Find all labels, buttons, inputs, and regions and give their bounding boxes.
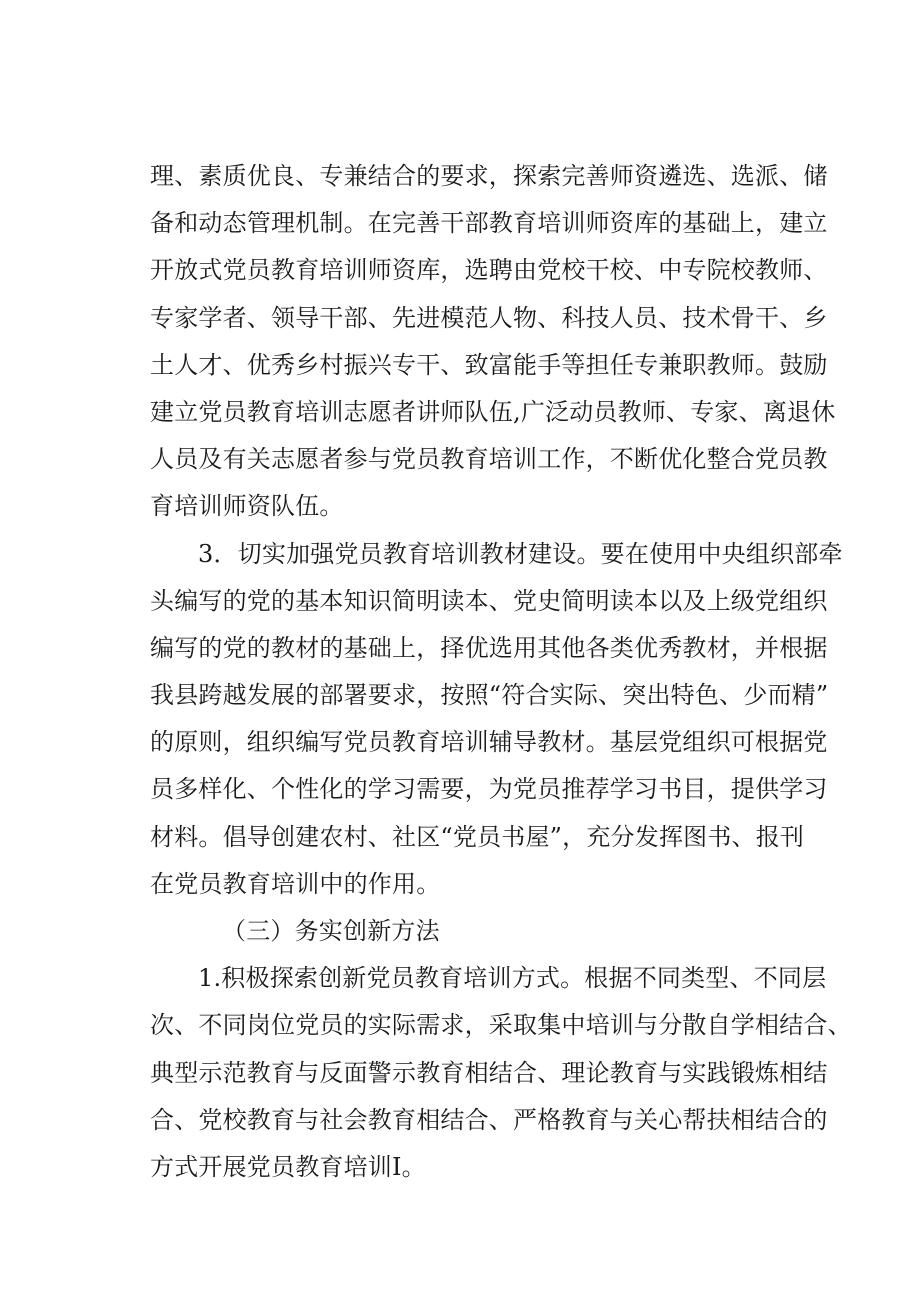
text-line: 材料。倡导创建农村、社区“党员书屋”，充分发挥图书、报刊	[150, 822, 805, 851]
text-line: 理、素质优良、专兼结合的要求，探索完善师资遴选、选派、储	[150, 162, 828, 190]
text-line: 1.积极探索创新党员教育培训方式。根据不同类型、不同层	[198, 964, 827, 993]
section-heading: （三）务实创新方法	[222, 917, 440, 945]
text-line: 我县跨越发展的部署要求，按照“符合实际、突出特色、少而精”	[150, 681, 829, 710]
text-line: 员多样化、个性化的学习需要，为党员推荐学习书目，提供学习	[150, 775, 828, 804]
text-line: 编写的党的教材的基础上，择优选用其他各类优秀教材，并根据	[150, 633, 828, 662]
text-line: 育培训师资队伍。	[150, 492, 344, 521]
text-line: 次、不同岗位党员的实际需求，采取集中培训与分散自学相结合、	[150, 1011, 852, 1040]
text-line: 人员及有关志愿者参与党员教育培训工作，不断优化整合党员教	[150, 445, 828, 474]
text-line: 典型示范教育与反面警示教育相结合、理论教育与实践锻炼相结	[150, 1058, 828, 1087]
text-line: 专家学者、领导干部、先进模范人物、科技人员、技术骨干、乡	[150, 303, 828, 332]
text-line: 的原则，组织编写党员教育培训辅导教材。基层党组织可根据党	[150, 728, 828, 757]
text-line: 在党员教育培训中的作用。	[150, 869, 441, 898]
text-line: 土人才、优秀乡村振兴专干、致富能手等担任专兼职教师。鼓励	[150, 350, 828, 379]
text-line: 3．切实加强党员教育培训教材建设。要在使用中央组织部牵	[198, 539, 843, 568]
text-line: 方式开展党员教育培训I。	[150, 1152, 426, 1181]
text-line: 合、党校教育与社会教育相结合、严格教育与关心帮扶相结合的	[150, 1105, 828, 1134]
text-line: 开放式党员教育培训师资库，选聘由党校干校、中专院校教师、	[150, 256, 828, 285]
text-line: 头编写的党的基本知识简明读本、党史简明读本以及上级党组织	[150, 586, 828, 615]
text-line: 备和动态管理机制。在完善干部教育培训师资库的基础上，建立	[150, 209, 828, 238]
document-body	[150, 153, 852, 1191]
text-line: 建立党员教育培训志愿者讲师队伍,广泛动员教师、专家、离退休	[150, 397, 836, 426]
